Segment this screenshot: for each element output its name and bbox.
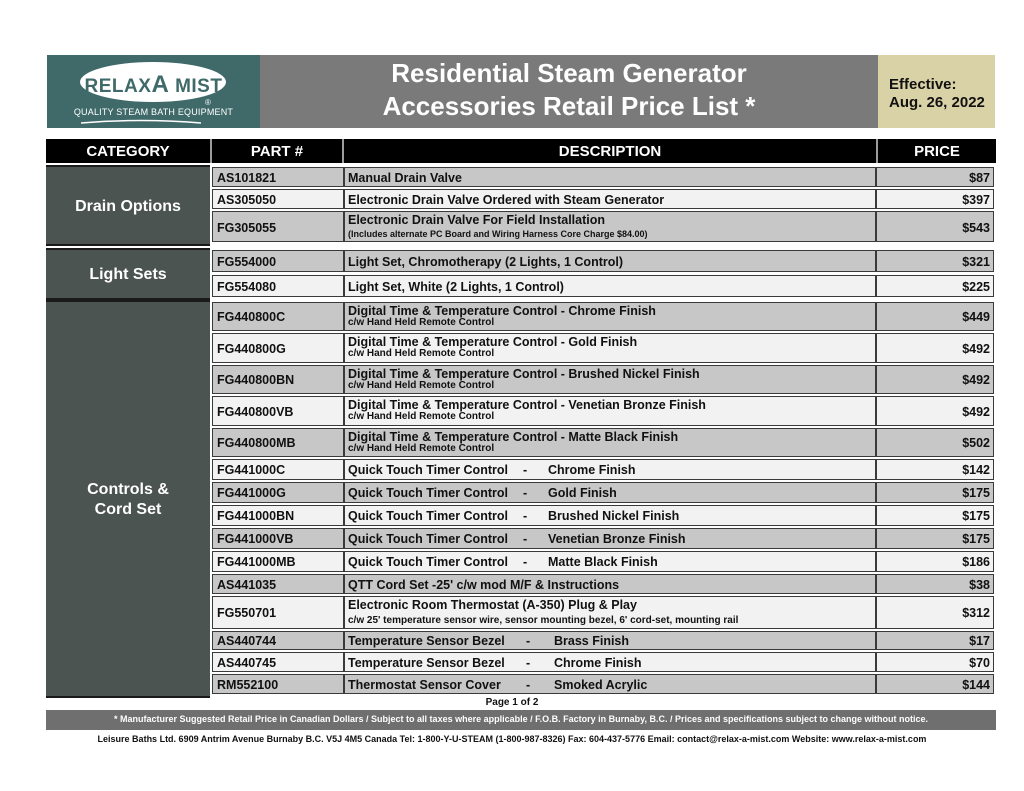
table-row xyxy=(210,651,996,673)
disclaimer-bar xyxy=(46,710,996,730)
description-subtext: c/w Hand Held Remote Control xyxy=(348,380,495,391)
description-cell xyxy=(344,574,876,594)
part-number: FG550701 xyxy=(217,606,277,620)
description-text: Electronic Room Thermostat (A-350) Plug & Play xyxy=(348,598,637,612)
part-cell xyxy=(212,211,344,242)
part-number: FG441000BN xyxy=(217,509,295,523)
price: $17 xyxy=(969,634,990,648)
price: $492 xyxy=(962,405,990,419)
description-text: Electronic Drain Valve Ordered with Steam Generator xyxy=(348,193,665,207)
description-text: Electronic Drain Valve For Field Installation xyxy=(348,213,606,227)
description-text: Quick Touch Timer Control xyxy=(348,532,508,546)
price: $543 xyxy=(962,221,990,235)
part-cell xyxy=(212,396,344,426)
description-cell xyxy=(344,528,876,549)
table-row xyxy=(210,481,996,504)
part-cell xyxy=(212,482,344,503)
price-cell xyxy=(876,652,994,672)
part-cell xyxy=(212,631,344,650)
table-row xyxy=(210,630,996,651)
part-number: AS101821 xyxy=(217,171,277,185)
description-text: Digital Time & Temperature Control - Gold Finish xyxy=(348,335,638,349)
part-number: FG554000 xyxy=(217,255,277,269)
part-number: AS440745 xyxy=(217,656,277,670)
table-row xyxy=(210,210,996,243)
price: $312 xyxy=(962,606,990,620)
description-cell xyxy=(344,482,876,503)
category-drain-options xyxy=(46,165,210,246)
description-cell xyxy=(344,167,876,187)
description-text: Quick Touch Timer Control xyxy=(348,509,508,523)
effective-label: Effective: xyxy=(889,76,957,93)
price-cell xyxy=(876,428,994,457)
description-text: Light Set, White (2 Lights, 1 Control) xyxy=(348,280,564,294)
category-label: Light Sets xyxy=(89,266,167,283)
description-cell xyxy=(344,396,876,426)
category-light-sets xyxy=(46,248,210,300)
table-row xyxy=(210,332,996,364)
column-header-category: CATEGORY xyxy=(86,143,170,160)
price-cell xyxy=(876,250,994,272)
part-cell xyxy=(212,674,344,694)
part-number: FG554080 xyxy=(217,280,277,294)
effective-date: Aug. 26, 2022 xyxy=(889,94,985,111)
description-text: Quick Touch Timer Control xyxy=(348,555,508,569)
price: $38 xyxy=(969,578,990,592)
table-row xyxy=(210,364,996,395)
description-dash: - xyxy=(523,555,528,569)
description-cell xyxy=(344,333,876,363)
part-cell xyxy=(212,365,344,394)
part-cell xyxy=(212,250,344,272)
table-row xyxy=(210,188,996,210)
price-cell xyxy=(876,333,994,363)
title-banner xyxy=(260,55,878,128)
description-text: Temperature Sensor Bezel xyxy=(348,656,505,670)
part-number: FG441000MB xyxy=(217,555,296,569)
description-cell xyxy=(344,250,876,272)
description-cell xyxy=(344,428,876,457)
column-header-description: DESCRIPTION xyxy=(558,143,662,160)
description-text: Thermostat Sensor Cover xyxy=(348,678,501,692)
description-cell xyxy=(344,365,876,394)
part-cell xyxy=(212,596,344,629)
part-cell xyxy=(212,275,344,297)
logo-tagline: QUALITY STEAM BATH EQUIPMENT xyxy=(73,107,234,117)
column-header-part: PART # xyxy=(250,143,304,160)
page-title-line2: Accessories Retail Price List * xyxy=(382,91,756,121)
disclaimer-text: * Manufacturer Suggested Retail Price in Canadian Dollars / Subject to all taxes where applicable / F.O.B. Factory in Burnaby, B.C. / Prices and specifications subject to change without notice. xyxy=(113,714,929,724)
part-number: FG441000G xyxy=(217,486,286,500)
price-cell xyxy=(876,505,994,526)
table-row xyxy=(210,673,996,695)
price-cell xyxy=(876,528,994,549)
logo-swoosh-icon xyxy=(81,119,201,125)
part-number: AS305050 xyxy=(217,193,277,207)
description-cell xyxy=(344,302,876,331)
price: $502 xyxy=(962,436,990,450)
part-cell xyxy=(212,459,344,480)
part-number: FG441000VB xyxy=(217,532,294,546)
price-cell xyxy=(876,631,994,650)
logo-mist: MIST xyxy=(175,76,223,97)
description-finish: Gold Finish xyxy=(548,486,617,500)
price: $397 xyxy=(962,193,990,207)
table-row xyxy=(210,166,996,188)
description-finish: Smoked Acrylic xyxy=(554,678,648,692)
table-row xyxy=(210,458,996,481)
part-cell xyxy=(212,302,344,331)
table-row xyxy=(210,427,996,458)
logo-wordmark xyxy=(47,71,260,99)
part-number: FG440800BN xyxy=(217,373,295,387)
table-row xyxy=(210,504,996,527)
description-dash: - xyxy=(523,486,528,500)
part-number: AS440744 xyxy=(217,634,277,648)
category-label: Drain Options xyxy=(75,198,181,215)
description-text: Quick Touch Timer Control xyxy=(348,486,508,500)
price-cell xyxy=(876,574,994,594)
part-cell xyxy=(212,652,344,672)
description-text: Manual Drain Valve xyxy=(348,171,462,185)
description-cell xyxy=(344,631,876,650)
part-number: AS441035 xyxy=(217,578,277,592)
part-cell xyxy=(212,505,344,526)
description-text: QTT Cord Set -25' c/w mod M/F & Instructions xyxy=(348,578,620,592)
part-cell xyxy=(212,167,344,187)
description-dash: - xyxy=(523,532,528,546)
description-dash: - xyxy=(526,678,531,692)
description-text: Digital Time & Temperature Control - Chrome Finish xyxy=(348,304,656,318)
category-label: Controls & xyxy=(87,481,169,498)
description-dash: - xyxy=(526,634,531,648)
price-cell xyxy=(876,596,994,629)
part-number: FG441000C xyxy=(217,463,286,477)
part-cell xyxy=(212,528,344,549)
description-cell xyxy=(344,505,876,526)
price-cell xyxy=(876,551,994,572)
description-text: Temperature Sensor Bezel xyxy=(348,634,505,648)
part-number: FG440800VB xyxy=(217,405,294,419)
price: $70 xyxy=(969,656,990,670)
category-controls-cord-set xyxy=(46,300,210,698)
description-finish: Chrome Finish xyxy=(554,656,642,670)
logo-registered-mark: ® xyxy=(205,98,211,107)
price: $492 xyxy=(962,342,990,356)
description-subtext: c/w Hand Held Remote Control xyxy=(348,317,495,328)
price: $186 xyxy=(962,555,990,569)
part-number: FG440800G xyxy=(217,342,286,356)
description-text: Digital Time & Temperature Control - Matte Black Finish xyxy=(348,430,679,444)
price-cell xyxy=(876,302,994,331)
contact-info: Leisure Baths Ltd. 6909 Antrim Avenue Burnaby B.C. V5J 4M5 Canada Tel: 1-800-Y-U-STEAM (1-800-987-8326) Fax: 604-437-5776 Email: contact@relax-a-mist.com Website: www.relax-a-mist.com xyxy=(97,734,927,744)
description-subtext: c/w Hand Held Remote Control xyxy=(348,411,495,422)
price: $492 xyxy=(962,373,990,387)
description-dash: - xyxy=(523,509,528,523)
description-cell xyxy=(344,596,876,629)
description-subtext: c/w Hand Held Remote Control xyxy=(348,348,495,359)
part-cell xyxy=(212,574,344,594)
description-cell xyxy=(344,275,876,297)
description-text: Light Set, Chromotherapy (2 Lights, 1 Control) xyxy=(348,255,623,269)
brand-logo xyxy=(47,55,260,128)
price-cell xyxy=(876,482,994,503)
part-number: FG440800C xyxy=(217,310,286,324)
description-text: Quick Touch Timer Control xyxy=(348,463,508,477)
logo-a: A xyxy=(151,71,170,98)
table-row xyxy=(210,274,996,298)
price: $87 xyxy=(969,171,990,185)
part-number: RM552100 xyxy=(217,678,279,692)
description-finish: Matte Black Finish xyxy=(548,555,658,569)
price-cell xyxy=(876,365,994,394)
part-cell xyxy=(212,551,344,572)
part-number: FG305055 xyxy=(217,221,277,235)
description-cell xyxy=(344,211,876,242)
price-cell xyxy=(876,275,994,297)
description-text: Digital Time & Temperature Control - Venetian Bronze Finish xyxy=(348,398,706,412)
part-cell xyxy=(212,189,344,209)
description-finish: Brass Finish xyxy=(554,634,630,648)
price: $175 xyxy=(962,532,990,546)
price: $449 xyxy=(962,310,990,324)
price-cell xyxy=(876,211,994,242)
description-cell xyxy=(344,652,876,672)
description-finish: Brushed Nickel Finish xyxy=(548,509,680,523)
price: $144 xyxy=(962,678,990,692)
price-cell xyxy=(876,459,994,480)
table-row xyxy=(210,527,996,550)
effective-date-box xyxy=(878,55,995,128)
column-header-price: PRICE xyxy=(914,143,960,160)
description-dash: - xyxy=(526,656,531,670)
description-finish: Chrome Finish xyxy=(548,463,636,477)
part-cell xyxy=(212,333,344,363)
description-dash: - xyxy=(523,463,528,477)
price: $142 xyxy=(962,463,990,477)
price: $175 xyxy=(962,509,990,523)
price: $321 xyxy=(962,255,990,269)
category-label-line2: Cord Set xyxy=(94,501,162,518)
description-finish: Venetian Bronze Finish xyxy=(548,532,686,546)
description-cell xyxy=(344,459,876,480)
page-title-line1: Residential Steam Generator xyxy=(391,58,747,88)
table-row xyxy=(210,595,996,630)
description-subtext: c/w Hand Held Remote Control xyxy=(348,443,495,454)
description-cell xyxy=(344,551,876,572)
logo-relax: RELAX xyxy=(84,76,152,97)
price: $225 xyxy=(962,280,990,294)
price-cell xyxy=(876,189,994,209)
part-number: FG440800MB xyxy=(217,436,296,450)
description-cell xyxy=(344,674,876,694)
price-cell xyxy=(876,674,994,694)
description-subtext: (Includes alternate PC Board and Wiring Harness Core Charge $84.00) xyxy=(348,229,648,239)
table-row xyxy=(210,550,996,573)
table-row xyxy=(210,301,996,332)
page-number: Page 1 of 2 xyxy=(485,697,539,708)
table-row xyxy=(210,395,996,427)
table-row xyxy=(210,573,996,595)
price-cell xyxy=(876,167,994,187)
table-row xyxy=(210,249,996,273)
description-text: Digital Time & Temperature Control - Brushed Nickel Finish xyxy=(348,367,700,381)
part-cell xyxy=(212,428,344,457)
price: $175 xyxy=(962,486,990,500)
table-header xyxy=(46,139,996,163)
description-cell xyxy=(344,189,876,209)
description-subtext: c/w 25' temperature sensor wire, sensor mounting bezel, 6' cord-set, mounting rail xyxy=(348,615,739,626)
price-cell xyxy=(876,396,994,426)
